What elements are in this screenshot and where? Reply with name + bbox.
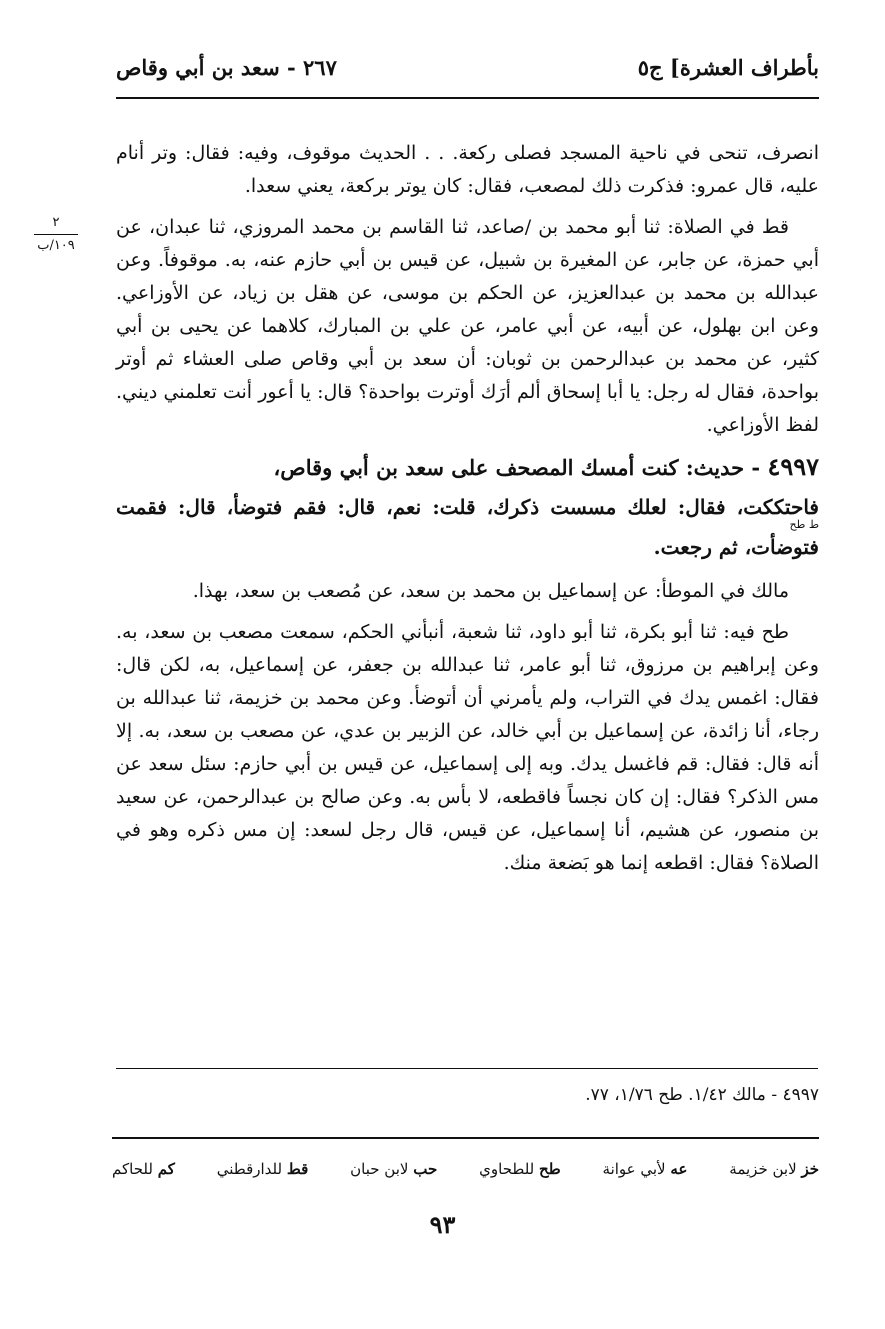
- abbr-item: خز لابن خزيمة: [729, 1160, 819, 1178]
- hadith-text: فاحتككت، فقال: لعلك مسست ذكرك، قلت: نعم، قال: فقم فتوضأ، قال: فقمت فتوضأت، ثم رجعت.: [116, 495, 819, 559]
- section-title: ٢٦٧ - سعد بن أبي وقاص: [116, 55, 337, 80]
- paragraph-daraqutni: قط في الصلاة: ثنا أبو محمد بن /صاعد، ثنا القاسم بن محمد المروزي، ثنا عبدان، عن أبي حمزة، عن جابر، عن المغيرة بن شبيل، عن قيس بن أبي حازم عنه، به. موقوفاً. وعن عبدالله بن محمد بن عبدالعزيز، عن الحكم بن موسى، عن هقل بن زياد، عن الأوزاعي. وعن ابن بهلول، عن أبيه، عن أبي عامر، عن علي بن المبارك، كلاهما عن يحيى بن أبي كثير، عن محمد بن عبدالرحمن بن ثوبان: أن سعد بن أبي وقاص صلى العشاء ثم أوتر بواحدة، فقال له رجل: يا أبا إسحاق ألم أرَك أوترت بواحدة؟ قال: يا أعور أنت تعلمني ديني. لفظ الأوزاعي.: [116, 216, 819, 436]
- hadith-title-text: - حديث: كنت أمسك المصحف على سعد بن أبي وقاص،: [273, 455, 761, 480]
- bottom-rule: [112, 1137, 819, 1139]
- footnote: ٤٩٩٧ - مالك ١/٤٢. طح ١/٧٦، ٧٧.: [585, 1085, 819, 1105]
- abbr-item: قط للدارقطني: [216, 1160, 309, 1178]
- margin-note-ref: ١٠٩/ب: [37, 238, 75, 253]
- paragraph-tahawi: طح فيه: ثنا أبو بكرة، ثنا أبو داود، ثنا شعبة، أنبأني الحكم، سمعت مصعب بن سعد، به. وعن إبراهيم بن مرزوق، ثنا أبو عامر، ثنا عبدالله بن جعفر، عن إسماعيل، به، لكن قال: فقال: اغمس يدك في التراب، ولم يأمرني أن أتوضأ. وعن محمد بن خزيمة، ثنا عبدالله بن رجاء، أنا زائدة، عن إسماعيل بن أبي خالد، عن الزبير بن عدي، عن مصعب بن سعد، به. إلا أنه قال: فقال: قم فاغسل يدك. وبه إلى إسماعيل، عن قيس بن أبي حازم: سئل سعد عن مس الذكر؟ فقال: إن كان نجساً فاقطعه، لا بأس به. وعن صالح بن عبدالرحمن، عن سعيد بن منصور، عن هشيم، أنا إسماعيل، عن قيس، قال رجل لسعد: إن مس ذكره وهو في الصلاة؟ فقال: اقطعه إنما هو بَضعة منك.: [116, 621, 819, 874]
- margin-note-number: ٢: [52, 215, 60, 230]
- margin-note: [30, 214, 82, 255]
- paragraph-continuation: انصرف، تنحى في ناحية المسجد فصلى ركعة. . . الحديث موقوف، وفيه: فقال: وتر أنام عليه، قال عمرو: فذكرت ذلك لمصعب، فقال: كان يوتر بركعة، يعني سعدا.: [116, 142, 819, 197]
- main-text: [116, 137, 819, 880]
- hadith-heading: [116, 448, 819, 487]
- abbr-item: كم للحاكم: [112, 1160, 175, 1178]
- paragraph-malik: مالك في الموطأ: عن إسماعيل بن محمد بن سعد، عن مُصعب بن سعد، بهذا.: [192, 580, 789, 602]
- abbr-item: عه لأبي عوانة: [602, 1160, 688, 1178]
- margin-note-divider: [34, 234, 78, 235]
- book-title: بأطراف العشرة] ج٥: [637, 55, 819, 80]
- hadith-source-mark: ط طح: [789, 518, 819, 531]
- footnote-rule: [116, 1068, 818, 1069]
- abbreviations-key: [112, 1160, 819, 1178]
- header-rule: [116, 97, 819, 99]
- hadith-number: ٤٩٩٧: [767, 452, 819, 481]
- page-number: ٩٣: [429, 1210, 456, 1239]
- abbr-item: حب لابن حبان: [350, 1160, 438, 1178]
- abbr-item: طح للطحاوي: [479, 1160, 561, 1178]
